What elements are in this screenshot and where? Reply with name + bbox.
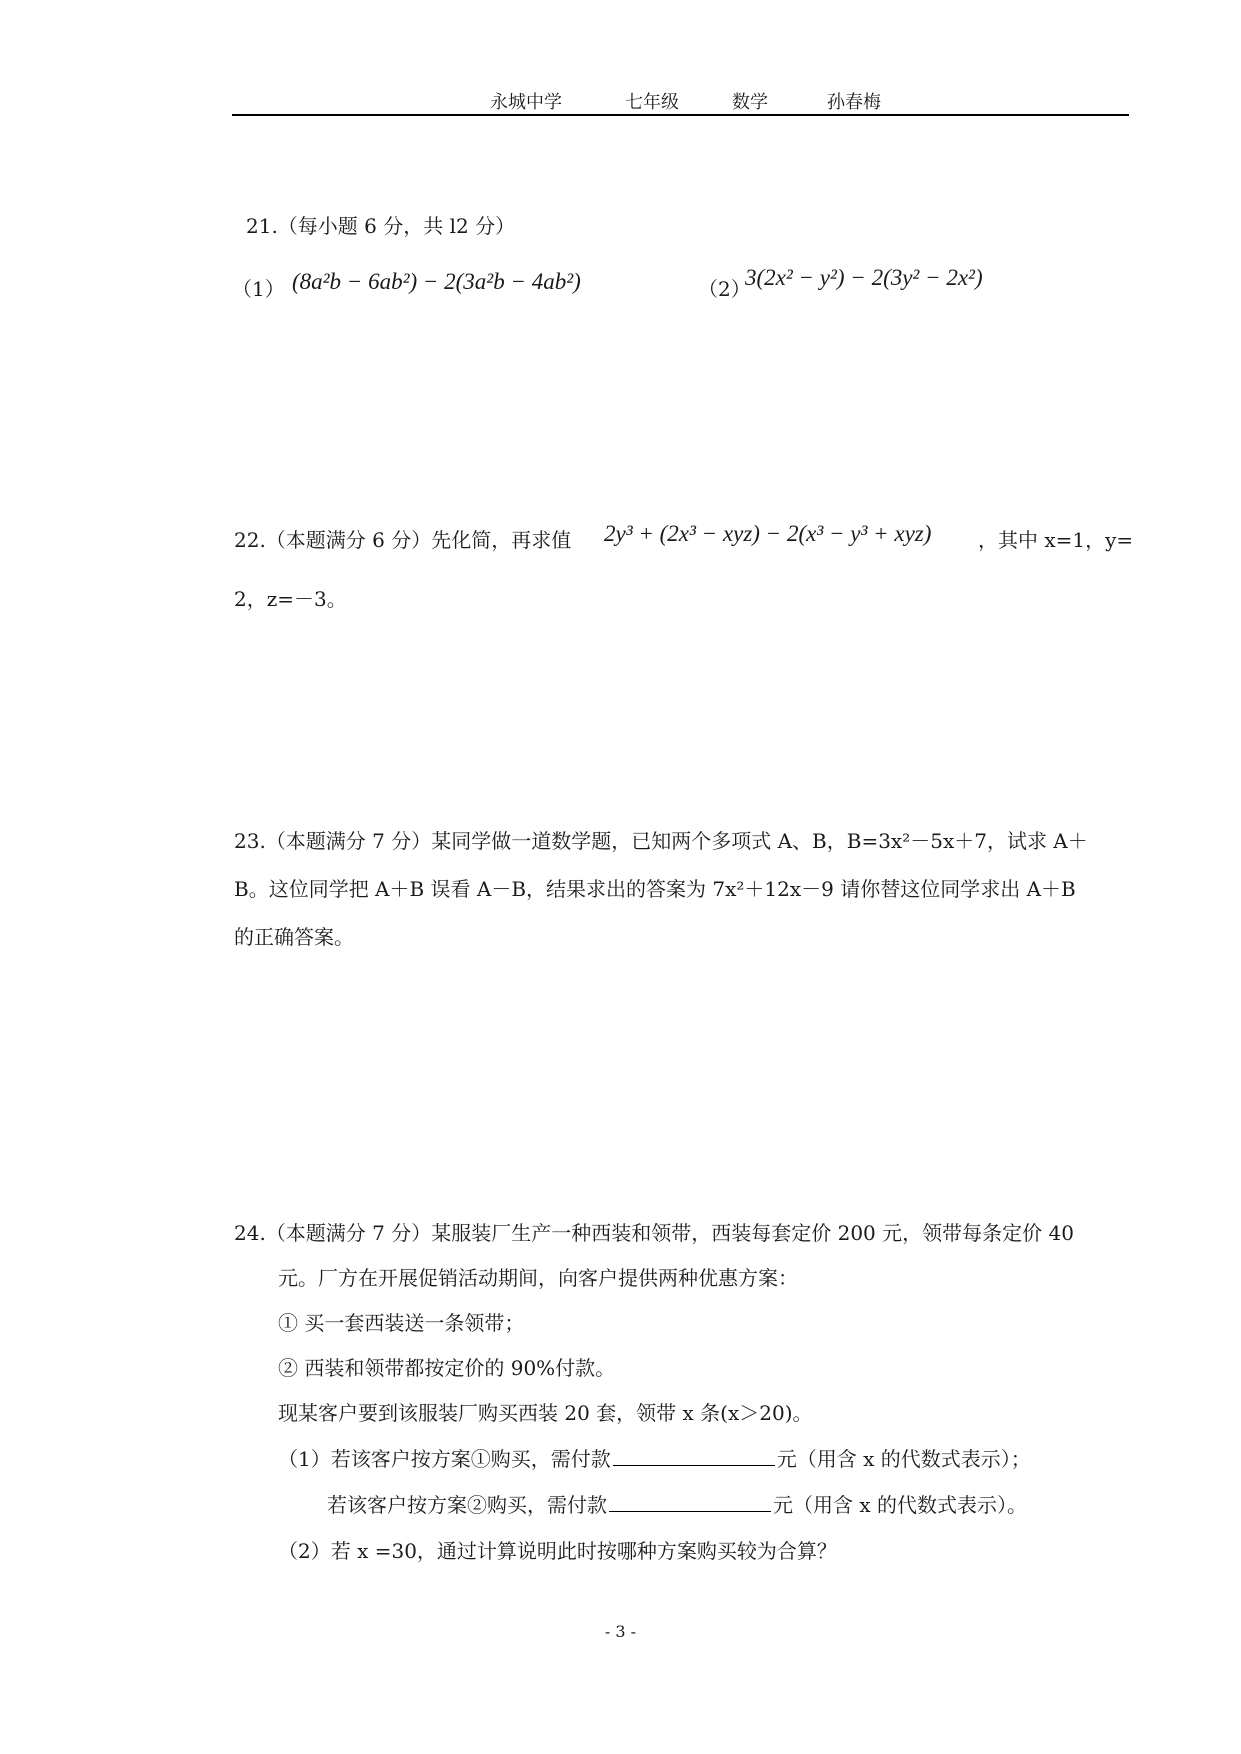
q22-intro: 22.（本题满分 6 分）先化简，再求值 bbox=[234, 528, 572, 552]
q24-line-5: 现某客户要到该服装厂购买西装 20 套，领带 x 条(x＞20)。 bbox=[278, 1401, 813, 1425]
q24-option-2: ② 西装和领带都按定价的 90%付款。 bbox=[278, 1356, 616, 1380]
q21-part1-expression: (8a²b − 6ab²) − 2(3a²b − 4ab²) bbox=[292, 269, 581, 294]
q24-line-1: 24.（本题满分 7 分）某服装厂生产一种西装和领带，西装每套定价 200 元，领带每条定价 40 bbox=[234, 1221, 1074, 1245]
q24-part1a-suffix: 元（用含 x 的代数式表示）； bbox=[776, 1447, 1031, 1471]
q24-line-2: 元。厂方在开展促销活动期间，向客户提供两种优惠方案： bbox=[278, 1266, 798, 1290]
q22-condition: ，其中 x=1，y= bbox=[978, 528, 1134, 552]
q21-part2-label: （2） bbox=[698, 277, 751, 301]
q24-part1b-suffix: 元（用含 x 的代数式表示）。 bbox=[773, 1493, 1027, 1517]
q21-part1-label: （1） bbox=[232, 277, 285, 301]
header-teacher: 孙春梅 bbox=[827, 92, 881, 113]
q24-part1b bbox=[327, 1489, 1027, 1518]
q23-line-3: 的正确答案。 bbox=[234, 925, 354, 949]
q22-condition-cont: 2，z=－3。 bbox=[234, 587, 347, 611]
header-school: 永城中学 bbox=[490, 92, 562, 113]
q22-expression: 2y³ + (2x³ − xyz) − 2(x³ − y³ + xyz) bbox=[604, 521, 932, 546]
header-rule bbox=[232, 114, 1129, 116]
q24-option-1: ① 买一套西装送一条领带； bbox=[278, 1311, 525, 1335]
q24-part1a-prefix: （1）若该客户按方案①购买，需付款 bbox=[278, 1447, 611, 1471]
page-number: - 3 - bbox=[604, 1622, 637, 1641]
header-grade: 七年级 bbox=[625, 92, 679, 113]
q21-part2-expression: 3(2x² − y²) − 2(3y² − 2x²) bbox=[745, 265, 983, 290]
q23-line-1: 23.（本题满分 7 分）某同学做一道数学题，已知两个多项式 A、B，B=3x²－5x＋7，试求 A＋ bbox=[234, 829, 1088, 853]
q21-title: 21.（每小题 6 分，共 l2 分） bbox=[246, 214, 516, 238]
q24-part2: （2）若 x =30，通过计算说明此时按哪种方案购买较为合算？ bbox=[278, 1539, 837, 1563]
q24-part1a bbox=[278, 1443, 1031, 1472]
answer-blank-2[interactable] bbox=[609, 1493, 771, 1512]
q23-line-2: B。这位同学把 A＋B 误看 A－B，结果求出的答案为 7x²＋12x－9 请你替这位同学求出 A＋B bbox=[234, 877, 1076, 901]
q24-part1b-prefix: 若该客户按方案②购买，需付款 bbox=[327, 1493, 607, 1517]
answer-blank-1[interactable] bbox=[613, 1447, 775, 1466]
header-subject: 数学 bbox=[732, 92, 768, 113]
